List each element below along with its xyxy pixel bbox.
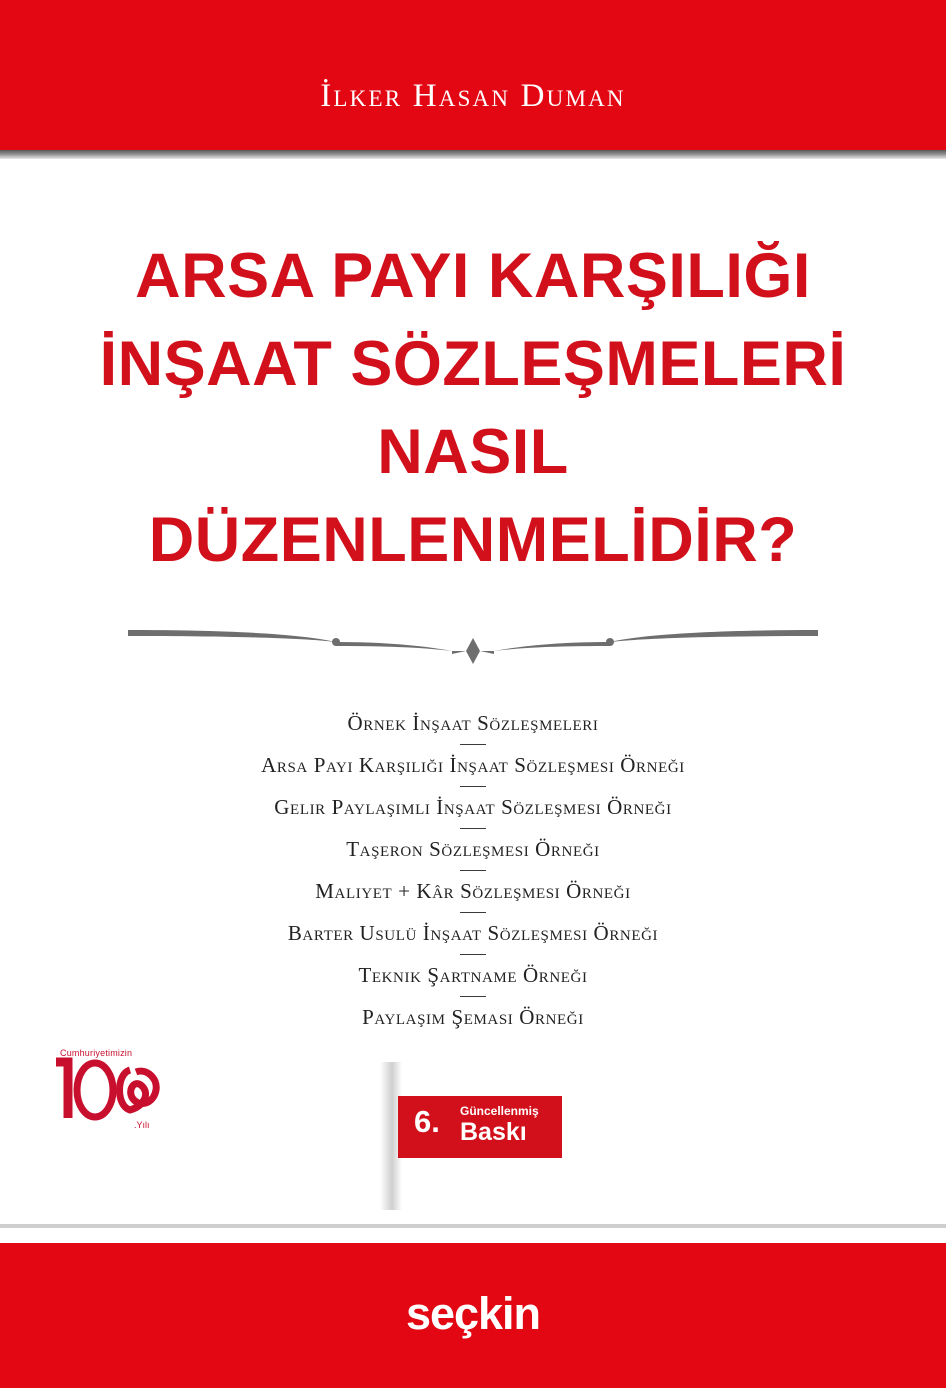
publisher-logo: seçkin bbox=[405, 1288, 541, 1339]
anniversary-bottom-text: .Yılı bbox=[134, 1120, 150, 1130]
bottom-divider bbox=[0, 1224, 946, 1228]
ornament-divider bbox=[0, 612, 946, 672]
title-line-2: İNŞAAT SÖZLEŞMELERİ bbox=[99, 329, 847, 399]
list-item: Paylaşım Şeması Örneği bbox=[362, 1005, 584, 1029]
list-separator bbox=[460, 786, 486, 787]
title-line-4: DÜZENLENMELİDİR? bbox=[148, 505, 798, 575]
anniversary-top-text: Cumhuriyetimizin bbox=[60, 1048, 133, 1058]
title-line-1: ARSA PAYI KARŞILIĞI bbox=[135, 241, 811, 311]
author-name: İlker Hasan Duman bbox=[320, 78, 626, 114]
list-item: Örnek İnşaat Sözleşmeleri bbox=[347, 711, 599, 735]
list-item: Arsa Payı Karşılığı İnşaat Sözleşmesi Örneği bbox=[261, 753, 685, 777]
list-item: Gelir Paylaşımlı İnşaat Sözleşmesi Örneği bbox=[274, 795, 672, 819]
edition-badge-wrap bbox=[380, 1062, 580, 1212]
anniversary-logo bbox=[38, 1048, 178, 1148]
list-separator bbox=[460, 744, 486, 745]
list-separator bbox=[460, 870, 486, 871]
list-item: Maliyet + Kâr Sözleşmesi Örneği bbox=[315, 879, 631, 903]
list-separator bbox=[460, 954, 486, 955]
edition-updated-label: Güncellenmiş bbox=[460, 1104, 539, 1118]
title-line-3: NASIL bbox=[377, 417, 569, 487]
list-separator bbox=[460, 912, 486, 913]
edition-badge bbox=[398, 1096, 562, 1158]
top-red-band bbox=[0, 0, 946, 150]
list-separator bbox=[460, 996, 486, 997]
edition-number: 6. bbox=[414, 1104, 440, 1139]
top-band-shadow bbox=[0, 150, 946, 159]
anniversary-number-icon bbox=[38, 1048, 178, 1128]
page-title bbox=[0, 232, 946, 584]
edition-label: Baskı bbox=[460, 1118, 527, 1146]
list-separator bbox=[460, 828, 486, 829]
list-item: Teknik Şartname Örneği bbox=[358, 963, 588, 987]
subtitle-list bbox=[0, 710, 946, 1030]
list-item: Taşeron Sözleşmesi Örneği bbox=[346, 837, 600, 861]
list-item: Barter Usulü İnşaat Sözleşmesi Örneği bbox=[287, 921, 659, 945]
